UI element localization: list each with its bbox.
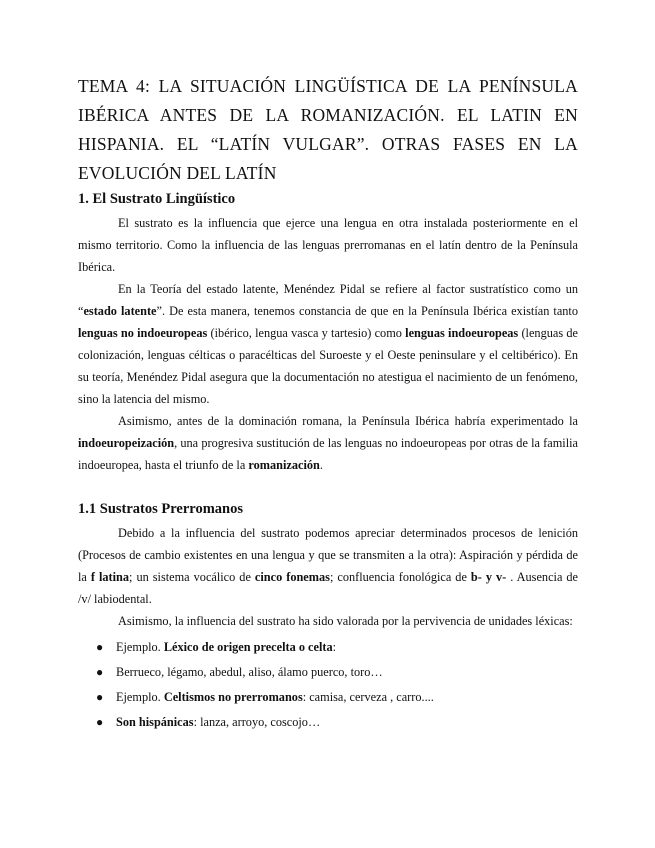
section-1-1-paragraph-2: Asimismo, la influencia del sustrato ha sido valorada por la pervivencia de unidades léxicas: <box>118 614 573 628</box>
document-page <box>78 72 578 736</box>
section-1-paragraph-3: Asimismo, antes de la dominación romana, la Península Ibérica habría experimentado la indoeuropeización, una progresiva sustitución de las lenguas no indoeuropeas por otras de la familia indoeuropea, hasta el triunfo de la romanización. <box>78 414 578 472</box>
bold-term-indoeuropeas: lenguas indoeuropeas <box>405 326 519 340</box>
lexical-examples-list <box>78 636 578 733</box>
section-1-paragraph-2: En la Teoría del estado latente, Menéndez Pidal se refiere al factor sustratístico como un “estado latente”. De esta manera, tenemos constancia de que en la Península Ibérica existían tanto lenguas no indoeuropeas (ibérico, lengua vasca y tartesio) como lenguas indoeuropeas (lenguas de colonización, lenguas célticas o paracélticas del Suroeste y el Oeste peninsulare y el celtibérico). En su teoría, Menéndez Pidal asegura que la documentación no atestigua el nacimiento de un fenómeno, sino la latencia del mismo. <box>78 282 578 406</box>
bullet-icon: ● <box>96 690 104 704</box>
bold-term-cinco-fonemas: cinco fonemas <box>254 570 330 584</box>
bullet-icon: ● <box>96 665 104 679</box>
bold-term-f-latina: f latina <box>90 570 130 584</box>
list-item: ● Ejemplo. Celtismos no prerromanos: camisa, cerveza , carro.... <box>78 686 578 708</box>
bullet-icon: ● <box>96 640 104 654</box>
section-1-paragraph-1: El sustrato es la influencia que ejerce una lengua en otra instalada posteriormente en el mismo territorio. Como la influencia de las lenguas prerromanas en el latín dentro de la Península Ibérica. <box>78 216 578 274</box>
section-1-1-heading: 1.1 Sustratos Prerromanos <box>78 501 243 517</box>
list-item: ● Son hispánicas: lanza, arroyo, coscojo… <box>78 711 578 733</box>
section-1-1-paragraph-1: Debido a la influencia del sustrato podemos apreciar determinados procesos de lenición (Procesos de cambio existentes en una lengua y que se transmiten a la otra): Aspiración y pérdida de la f latina; un sistema vocálico de cinco fonemas; confluencia fonológica de b- y v- . Ausencia de /v/ labiodental. <box>78 526 579 606</box>
bold-term-romanizacion: romanización <box>248 458 320 472</box>
section-1-heading: 1. El Sustrato Lingüístico <box>78 191 236 207</box>
bold-term-estado-latente: estado latente <box>83 304 157 318</box>
document-title: TEMA 4: LA SITUACIÓN LINGÜÍSTICA DE LA PENÍNSULA IBÉRICA ANTES DE LA ROMANIZACIÓN. EL LATIN EN HISPANIA. EL “LATÍN VULGAR”. OTRAS FASES EN LA EVOLUCIÓN DEL LATÍN <box>78 76 578 183</box>
bold-term-no-indoeuropeas: lenguas no indoeuropeas <box>78 326 208 340</box>
list-item: ● Ejemplo. Léxico de origen precelta o celta: <box>78 636 578 658</box>
bold-term-b-v: b- y v- <box>470 570 507 584</box>
bullet-icon: ● <box>96 715 104 729</box>
bold-term-indoeuropeizacion: indoeuropeización <box>78 436 175 450</box>
list-item: ● Berrueco, légamo, abedul, aliso, álamo puerco, toro… <box>78 661 578 683</box>
